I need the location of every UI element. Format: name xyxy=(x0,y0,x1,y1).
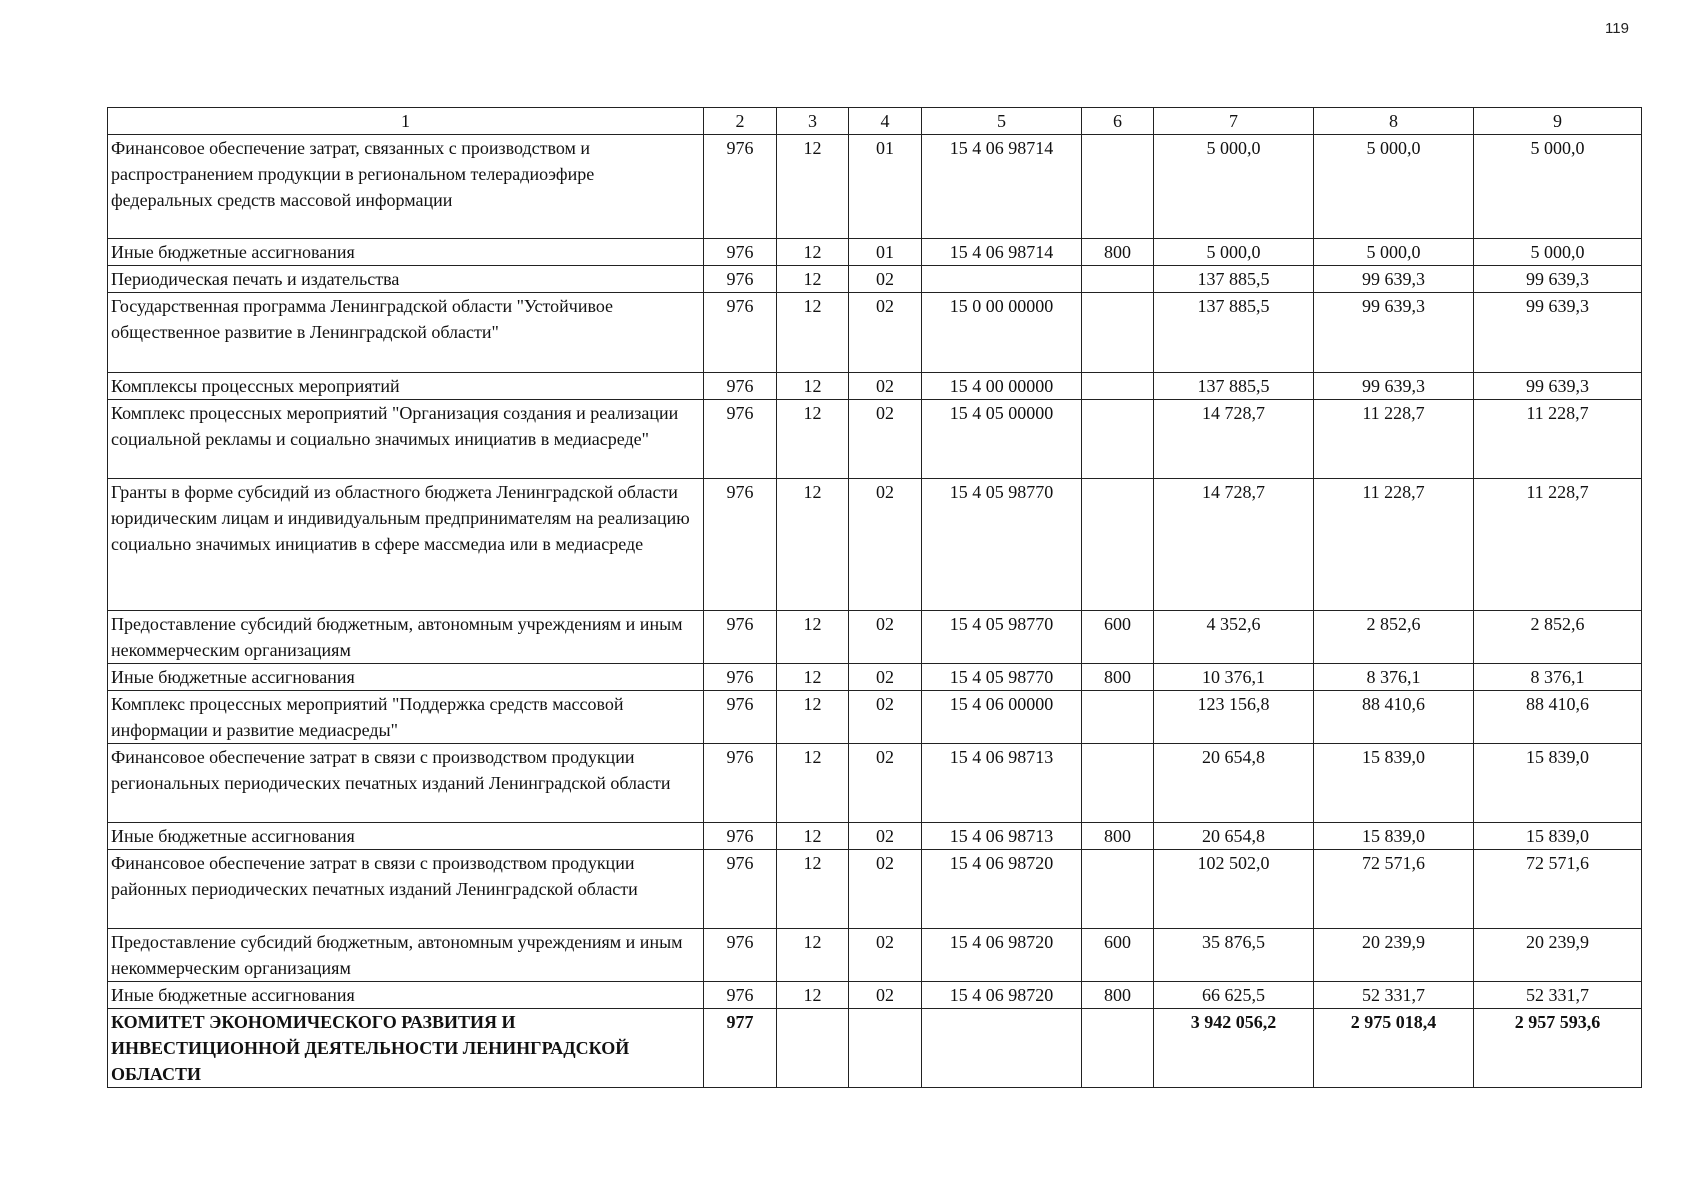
table-row xyxy=(108,744,1642,823)
section-code: 12 xyxy=(777,850,849,929)
subsection-code xyxy=(849,1009,922,1088)
ved-code: 976 xyxy=(704,850,777,929)
amount-col7: 137 885,5 xyxy=(1154,293,1314,373)
subsection-code: 02 xyxy=(849,479,922,611)
amount-col7: 14 728,7 xyxy=(1154,479,1314,611)
expense-type-code xyxy=(1082,293,1154,373)
expense-type-code: 800 xyxy=(1082,664,1154,691)
amount-col8: 8 376,1 xyxy=(1314,664,1474,691)
ved-code: 976 xyxy=(704,611,777,664)
section-code: 12 xyxy=(777,239,849,266)
subsection-code: 02 xyxy=(849,929,922,982)
amount-col7: 3 942 056,2 xyxy=(1154,1009,1314,1088)
amount-col9: 99 639,3 xyxy=(1474,373,1642,400)
amount-col9: 5 000,0 xyxy=(1474,239,1642,266)
target-article-code: 15 4 05 98770 xyxy=(922,611,1082,664)
table-row xyxy=(108,373,1642,400)
subsection-code: 02 xyxy=(849,373,922,400)
subsection-code: 01 xyxy=(849,239,922,266)
expense-type-code: 800 xyxy=(1082,239,1154,266)
subsection-code: 02 xyxy=(849,982,922,1009)
row-name: Государственная программа Ленинградской области "Устойчивое общественное развитие в Ленинградской области" xyxy=(108,293,704,373)
target-article-code: 15 0 00 00000 xyxy=(922,293,1082,373)
table-row xyxy=(108,850,1642,929)
row-name: Предоставление субсидий бюджетным, автономным учреждениям и иным некоммерческим организациям xyxy=(108,929,704,982)
target-article-code: 15 4 06 00000 xyxy=(922,691,1082,744)
expense-type-code: 600 xyxy=(1082,611,1154,664)
row-name: Предоставление субсидий бюджетным, автономным учреждениям и иным некоммерческим организациям xyxy=(108,611,704,664)
subsection-code: 01 xyxy=(849,135,922,239)
section-code: 12 xyxy=(777,691,849,744)
ved-code: 976 xyxy=(704,664,777,691)
ved-code: 976 xyxy=(704,266,777,293)
table-row xyxy=(108,135,1642,239)
target-article-code: 15 4 06 98713 xyxy=(922,744,1082,823)
table-row xyxy=(108,664,1642,691)
amount-col9: 15 839,0 xyxy=(1474,823,1642,850)
target-article-code xyxy=(922,266,1082,293)
expense-type-code xyxy=(1082,135,1154,239)
amount-col7: 66 625,5 xyxy=(1154,982,1314,1009)
amount-col7: 10 376,1 xyxy=(1154,664,1314,691)
amount-col7: 35 876,5 xyxy=(1154,929,1314,982)
ved-code: 976 xyxy=(704,691,777,744)
amount-col9: 11 228,7 xyxy=(1474,400,1642,479)
subsection-code: 02 xyxy=(849,664,922,691)
page-number: 119 xyxy=(1605,20,1629,37)
amount-col8: 2 852,6 xyxy=(1314,611,1474,664)
section-code: 12 xyxy=(777,479,849,611)
table-row-total xyxy=(108,1009,1642,1088)
table-row xyxy=(108,982,1642,1009)
amount-col9: 52 331,7 xyxy=(1474,982,1642,1009)
ved-code: 976 xyxy=(704,744,777,823)
column-header: 3 xyxy=(777,108,849,135)
amount-col7: 137 885,5 xyxy=(1154,266,1314,293)
ved-code: 976 xyxy=(704,982,777,1009)
amount-col9: 20 239,9 xyxy=(1474,929,1642,982)
row-name: Комплекс процессных мероприятий "Организация создания и реализации социальной рекламы и социально значимых инициатив в медиасреде" xyxy=(108,400,704,479)
subsection-code: 02 xyxy=(849,611,922,664)
target-article-code: 15 4 06 98720 xyxy=(922,850,1082,929)
amount-col8: 99 639,3 xyxy=(1314,293,1474,373)
subsection-code: 02 xyxy=(849,400,922,479)
row-name: Финансовое обеспечение затрат в связи с производством продукции районных периодических печатных изданий Ленинградской области xyxy=(108,850,704,929)
amount-col9: 15 839,0 xyxy=(1474,744,1642,823)
amount-col8: 72 571,6 xyxy=(1314,850,1474,929)
amount-col8: 15 839,0 xyxy=(1314,823,1474,850)
amount-col8: 15 839,0 xyxy=(1314,744,1474,823)
expense-type-code: 600 xyxy=(1082,929,1154,982)
column-number-row xyxy=(108,108,1642,135)
table-row xyxy=(108,239,1642,266)
column-header: 4 xyxy=(849,108,922,135)
ved-code: 976 xyxy=(704,293,777,373)
table-row xyxy=(108,611,1642,664)
amount-col7: 123 156,8 xyxy=(1154,691,1314,744)
column-header: 2 xyxy=(704,108,777,135)
amount-col7: 14 728,7 xyxy=(1154,400,1314,479)
amount-col8: 11 228,7 xyxy=(1314,400,1474,479)
amount-col8: 2 975 018,4 xyxy=(1314,1009,1474,1088)
target-article-code: 15 4 06 98720 xyxy=(922,929,1082,982)
amount-col7: 20 654,8 xyxy=(1154,823,1314,850)
ved-code: 976 xyxy=(704,400,777,479)
column-header: 6 xyxy=(1082,108,1154,135)
subsection-code: 02 xyxy=(849,850,922,929)
target-article-code: 15 4 05 98770 xyxy=(922,664,1082,691)
amount-col9: 72 571,6 xyxy=(1474,850,1642,929)
amount-col9: 11 228,7 xyxy=(1474,479,1642,611)
amount-col9: 88 410,6 xyxy=(1474,691,1642,744)
target-article-code: 15 4 06 98720 xyxy=(922,982,1082,1009)
amount-col9: 2 957 593,6 xyxy=(1474,1009,1642,1088)
amount-col9: 2 852,6 xyxy=(1474,611,1642,664)
amount-col8: 88 410,6 xyxy=(1314,691,1474,744)
target-article-code: 15 4 05 00000 xyxy=(922,400,1082,479)
target-article-code: 15 4 05 98770 xyxy=(922,479,1082,611)
amount-col8: 5 000,0 xyxy=(1314,135,1474,239)
section-code: 12 xyxy=(777,373,849,400)
section-code: 12 xyxy=(777,266,849,293)
row-name: Финансовое обеспечение затрат в связи с производством продукции региональных периодических печатных изданий Ленинградской области xyxy=(108,744,704,823)
target-article-code: 15 4 06 98714 xyxy=(922,135,1082,239)
expense-type-code xyxy=(1082,400,1154,479)
row-name: Иные бюджетные ассигнования xyxy=(108,982,704,1009)
table-row xyxy=(108,479,1642,611)
section-code xyxy=(777,1009,849,1088)
row-name: Иные бюджетные ассигнования xyxy=(108,823,704,850)
section-code: 12 xyxy=(777,611,849,664)
expense-type-code xyxy=(1082,691,1154,744)
ved-code: 976 xyxy=(704,373,777,400)
target-article-code xyxy=(922,1009,1082,1088)
section-code: 12 xyxy=(777,744,849,823)
target-article-code: 15 4 06 98713 xyxy=(922,823,1082,850)
row-name: Финансовое обеспечение затрат, связанных с производством и распространением продукции в региональном телерадиоэфире федеральных средств массовой информации xyxy=(108,135,704,239)
amount-col8: 52 331,7 xyxy=(1314,982,1474,1009)
row-name: КОМИТЕТ ЭКОНОМИЧЕСКОГО РАЗВИТИЯ И ИНВЕСТИЦИОННОЙ ДЕЯТЕЛЬНОСТИ ЛЕНИНГРАДСКОЙ ОБЛАСТИ xyxy=(108,1009,704,1088)
amount-col8: 99 639,3 xyxy=(1314,266,1474,293)
ved-code: 977 xyxy=(704,1009,777,1088)
amount-col8: 11 228,7 xyxy=(1314,479,1474,611)
amount-col7: 5 000,0 xyxy=(1154,135,1314,239)
expense-type-code xyxy=(1082,850,1154,929)
amount-col8: 20 239,9 xyxy=(1314,929,1474,982)
column-header: 5 xyxy=(922,108,1082,135)
table-row xyxy=(108,929,1642,982)
expense-type-code xyxy=(1082,266,1154,293)
subsection-code: 02 xyxy=(849,744,922,823)
budget-table xyxy=(107,107,1642,1088)
row-name: Иные бюджетные ассигнования xyxy=(108,664,704,691)
column-header: 8 xyxy=(1314,108,1474,135)
amount-col7: 137 885,5 xyxy=(1154,373,1314,400)
row-name: Комплекс процессных мероприятий "Поддержка средств массовой информации и развитие медиасреды" xyxy=(108,691,704,744)
expense-type-code xyxy=(1082,373,1154,400)
amount-col9: 8 376,1 xyxy=(1474,664,1642,691)
table-row xyxy=(108,400,1642,479)
expense-type-code xyxy=(1082,479,1154,611)
section-code: 12 xyxy=(777,982,849,1009)
target-article-code: 15 4 00 00000 xyxy=(922,373,1082,400)
table-row xyxy=(108,691,1642,744)
amount-col9: 5 000,0 xyxy=(1474,135,1642,239)
amount-col7: 5 000,0 xyxy=(1154,239,1314,266)
row-name: Иные бюджетные ассигнования xyxy=(108,239,704,266)
column-header: 7 xyxy=(1154,108,1314,135)
section-code: 12 xyxy=(777,664,849,691)
ved-code: 976 xyxy=(704,929,777,982)
section-code: 12 xyxy=(777,929,849,982)
ved-code: 976 xyxy=(704,239,777,266)
subsection-code: 02 xyxy=(849,691,922,744)
expense-type-code xyxy=(1082,744,1154,823)
column-header: 1 xyxy=(108,108,704,135)
subsection-code: 02 xyxy=(849,266,922,293)
table-row xyxy=(108,293,1642,373)
section-code: 12 xyxy=(777,823,849,850)
ved-code: 976 xyxy=(704,479,777,611)
amount-col8: 99 639,3 xyxy=(1314,373,1474,400)
ved-code: 976 xyxy=(704,135,777,239)
table-row xyxy=(108,823,1642,850)
column-header: 9 xyxy=(1474,108,1642,135)
row-name: Гранты в форме субсидий из областного бюджета Ленинградской области юридическим лицам и индивидуальным предпринимателям на реализацию социально значимых инициатив в сфере массмедиа или в медиасреде xyxy=(108,479,704,611)
row-name: Комплексы процессных мероприятий xyxy=(108,373,704,400)
amount-col8: 5 000,0 xyxy=(1314,239,1474,266)
row-name: Периодическая печать и издательства xyxy=(108,266,704,293)
section-code: 12 xyxy=(777,135,849,239)
section-code: 12 xyxy=(777,400,849,479)
expense-type-code xyxy=(1082,1009,1154,1088)
expense-type-code: 800 xyxy=(1082,982,1154,1009)
amount-col7: 4 352,6 xyxy=(1154,611,1314,664)
target-article-code: 15 4 06 98714 xyxy=(922,239,1082,266)
expense-type-code: 800 xyxy=(1082,823,1154,850)
section-code: 12 xyxy=(777,293,849,373)
amount-col7: 102 502,0 xyxy=(1154,850,1314,929)
subsection-code: 02 xyxy=(849,293,922,373)
ved-code: 976 xyxy=(704,823,777,850)
amount-col7: 20 654,8 xyxy=(1154,744,1314,823)
amount-col9: 99 639,3 xyxy=(1474,266,1642,293)
subsection-code: 02 xyxy=(849,823,922,850)
table-row xyxy=(108,266,1642,293)
amount-col9: 99 639,3 xyxy=(1474,293,1642,373)
